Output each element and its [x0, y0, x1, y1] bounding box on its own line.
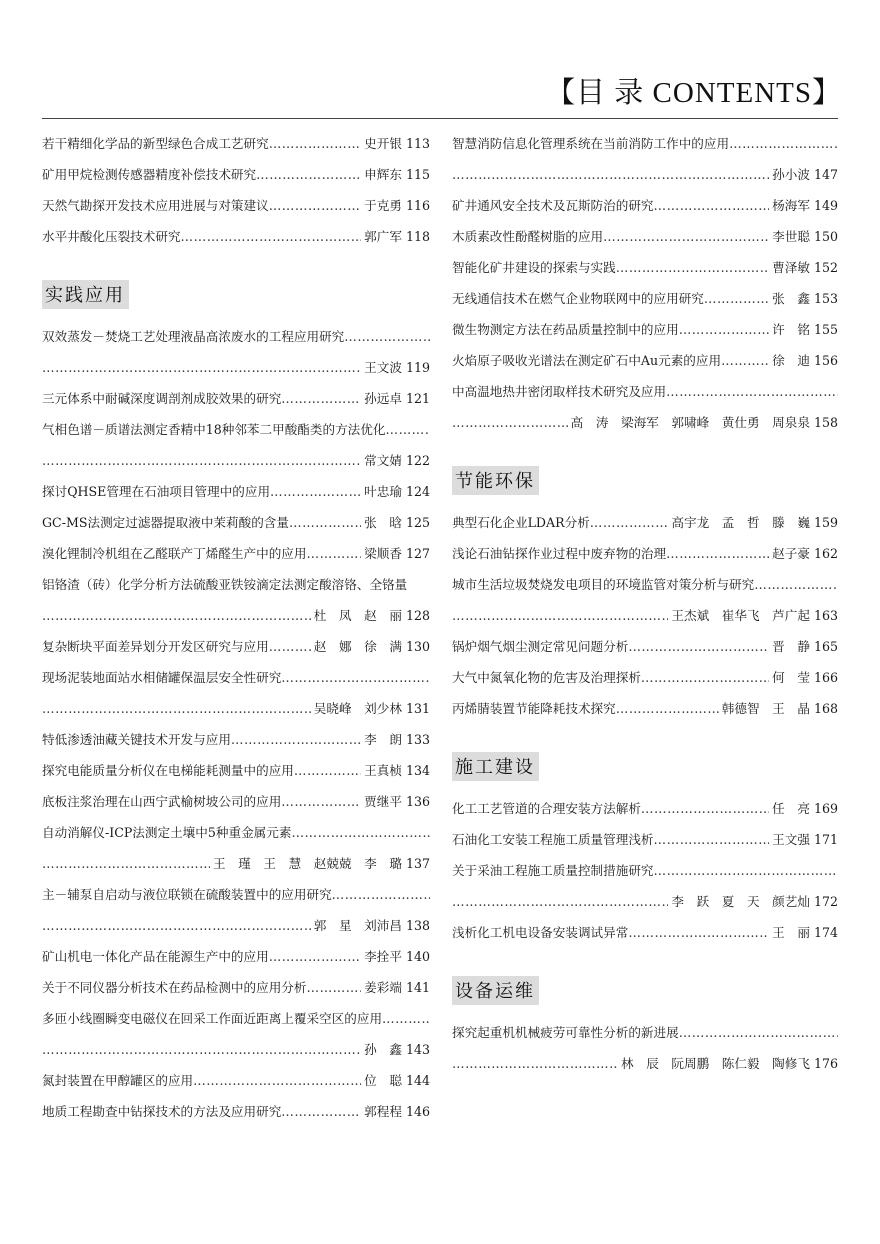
dot-leader [42, 848, 210, 879]
entry-authors: 高 涛 梁海军 郭啸峰 黄仕勇 周泉泉 [570, 415, 810, 430]
toc-entry [452, 376, 838, 407]
entry-page-number: 128 [405, 608, 430, 623]
entry-page-number: 113 [405, 136, 430, 151]
dot-leader [628, 631, 769, 662]
entry-title: 气相色谱－质谱法测定香精中18种邻苯二甲酸酯类的方法优化 [42, 422, 386, 437]
section-gap [452, 438, 838, 460]
entry-page-number: 149 [813, 198, 838, 213]
entry-authors: 杜 凤 赵 丽 [313, 608, 402, 623]
toc-entry [42, 352, 430, 383]
entry-page-number: 118 [405, 229, 430, 244]
entry-authors: 孙 鑫 [364, 1042, 402, 1057]
entry-authors: 常文婧 [364, 453, 402, 468]
toc-entry [42, 848, 430, 879]
section-gap [42, 252, 430, 274]
dot-leader [603, 221, 769, 252]
toc-entry [42, 1096, 430, 1127]
section-heading [452, 460, 838, 507]
entry-title: 木质素改性酚醛树脂的应用 [452, 229, 604, 244]
entry-page-number: 176 [813, 1056, 838, 1071]
entry-title: 现场泥装地面站水相储罐保温层安全性研究 [42, 670, 282, 685]
dot-leader [452, 1048, 618, 1079]
toc-entry [42, 538, 430, 569]
dot-leader [281, 1096, 361, 1127]
entry-page-number: 172 [813, 894, 838, 909]
entry-page-number: 146 [405, 1104, 430, 1119]
dot-leader [679, 1017, 838, 1048]
entry-authors: 孙远卓 [364, 391, 402, 406]
toc-entry [42, 910, 430, 941]
entry-page-number: 162 [813, 546, 838, 561]
entry-authors: 高宇龙 孟 哲 滕 巍 [671, 515, 810, 530]
dot-leader [628, 917, 769, 948]
entry-authors: 位 聪 [364, 1073, 402, 1088]
entry-title: 微生物测定方法在药品质量控制中的应用 [452, 322, 679, 337]
entry-authors: 郭程程 [364, 1104, 402, 1119]
entry-page-number: 171 [813, 832, 838, 847]
dot-leader [452, 159, 769, 190]
entry-page-number: 134 [405, 763, 430, 778]
entry-authors: 张 鑫 [772, 291, 810, 306]
toc-entry [452, 252, 838, 283]
entry-page-number: 141 [405, 980, 430, 995]
entry-title: 丙烯腈装置节能降耗技术探究 [452, 701, 616, 716]
entry-page-number: 137 [405, 856, 430, 871]
toc-line [42, 569, 430, 600]
toc-entry [452, 159, 838, 190]
toc-entry [452, 407, 838, 438]
toc-entry [42, 190, 430, 221]
entry-title: 三元体系中耐碱深度调剖剂成胶效果的研究 [42, 391, 282, 406]
dot-leader [42, 1034, 361, 1065]
entry-title: 大气中氮氧化物的危害及治理探析 [452, 670, 641, 685]
entry-authors: 郭 星 刘沛昌 [313, 918, 402, 933]
toc-entry [452, 538, 838, 569]
toc-entry [42, 159, 430, 190]
section-gap [452, 724, 838, 746]
entry-title: 矿山机电一体化产品在能源生产中的应用 [42, 949, 269, 964]
toc-entry [452, 221, 838, 252]
toc-entry [42, 1065, 430, 1096]
toc-entry [42, 755, 430, 786]
entry-page-number: 165 [813, 639, 838, 654]
entry-page-number: 138 [405, 918, 430, 933]
entry-title: 关于不同仪器分析技术在药品检测中的应用分析 [42, 980, 307, 995]
entry-title: 铝铬渣（砖）化学分析方法硫酸亚铁铵滴定法测定酸溶铬、全铬量 [42, 577, 408, 592]
dot-leader [181, 221, 362, 252]
entry-authors: 叶忠瑜 [364, 484, 402, 499]
entry-page-number: 152 [813, 260, 838, 275]
section-heading [42, 274, 430, 321]
entry-authors: 李拴平 [364, 949, 402, 964]
dot-leader [616, 252, 769, 283]
entry-title: 矿井通风安全技术及瓦斯防治的研究 [452, 198, 654, 213]
entry-title: 特低渗透油藏关键技术开发与应用 [42, 732, 231, 747]
entry-title: 化工工艺管道的合理安装方法解析 [452, 801, 641, 816]
entry-authors: 何 莹 [772, 670, 810, 685]
entry-page-number: 133 [405, 732, 430, 747]
entry-authors: 于克勇 [364, 198, 402, 213]
toc-entry [452, 886, 838, 917]
entry-title: 石油化工安装工程施工质量管理浅析 [452, 832, 654, 847]
dot-leader [654, 190, 770, 221]
entry-title: 溴化锂制冷机组在乙醛联产丁烯醛生产中的应用 [42, 546, 307, 561]
entry-authors: 任 亮 [772, 801, 810, 816]
entry-authors: 王文强 [772, 832, 810, 847]
toc-entry [452, 1017, 838, 1048]
entry-authors: 李世聪 [772, 229, 810, 244]
toc-entry [42, 693, 430, 724]
entry-title: 火焰原子吸收光谱法在测定矿石中Au元素的应用 [452, 353, 722, 368]
toc-entry [42, 662, 430, 693]
toc-entry [452, 283, 838, 314]
toc-entry [452, 190, 838, 221]
dot-leader [306, 538, 361, 569]
dot-leader [721, 345, 769, 376]
entry-title: 若干精细化学品的新型绿色合成工艺研究 [42, 136, 269, 151]
entry-title: 自动消解仪-ICP法测定土壤中5种重金属元素 [42, 825, 292, 840]
section-label: 节能环保 [452, 466, 539, 495]
entry-page-number: 116 [405, 198, 430, 213]
section-heading [452, 746, 838, 793]
entry-authors: 杨海军 [772, 198, 810, 213]
entry-authors: 梁顺香 [364, 546, 402, 561]
entry-title: 浅论石油钻探作业过程中废弃物的治理 [452, 546, 667, 561]
entry-authors: 姜彩端 [364, 980, 402, 995]
entry-page-number: 140 [405, 949, 430, 964]
entry-title: 多匝小线圈瞬变电磁仪在回采工作面近距离上覆采空区的应用 [42, 1011, 383, 1026]
toc-entry [452, 824, 838, 855]
toc-entry [42, 1034, 430, 1065]
toc-entry [452, 128, 838, 159]
toc-entry [452, 600, 838, 631]
entry-authors: 徐 迪 [772, 353, 810, 368]
dot-leader [590, 507, 669, 538]
entry-title: 主－辅泵自启动与液位联锁在硫酸装置中的应用研究 [42, 887, 332, 902]
toc-entry [42, 128, 430, 159]
section-gap [452, 948, 838, 970]
entry-page-number: 144 [405, 1073, 430, 1088]
entry-authors: 李 朗 [364, 732, 402, 747]
entry-authors: 郭广军 [364, 229, 402, 244]
toc-entry [42, 414, 430, 445]
dot-leader [269, 631, 311, 662]
entry-authors: 王文波 [364, 360, 402, 375]
toc-entry [42, 879, 430, 910]
entry-page-number: 166 [813, 670, 838, 685]
dot-leader [344, 321, 430, 352]
entry-page-number: 169 [813, 801, 838, 816]
entry-title: 复杂断块平面差异划分开发区研究与应用 [42, 639, 269, 654]
toc-entry [452, 507, 838, 538]
toc-entry [452, 314, 838, 345]
entry-page-number: 163 [813, 608, 838, 623]
toc-entry [42, 476, 430, 507]
dot-leader [269, 128, 361, 159]
dot-leader [641, 662, 769, 693]
dot-leader [332, 879, 430, 910]
toc-entry [42, 817, 430, 848]
dot-leader [42, 910, 311, 941]
toc-entry [452, 1048, 838, 1079]
entry-page-number: 130 [405, 639, 430, 654]
toc-entry [42, 724, 430, 755]
entry-page-number: 168 [813, 701, 838, 716]
section-label: 施工建设 [452, 752, 539, 781]
dot-leader [281, 383, 361, 414]
toc-entry [42, 507, 430, 538]
entry-title: 矿用甲烷检测传感器精度补偿技术研究 [42, 167, 257, 182]
dot-leader [616, 693, 719, 724]
entry-title: 底板注浆治理在山西宁武榆树坡公司的应用 [42, 794, 282, 809]
dot-leader [654, 824, 770, 855]
entry-authors: 韩德智 王 晶 [721, 701, 810, 716]
toc-entry [452, 631, 838, 662]
toc-entry [452, 793, 838, 824]
entry-page-number: 115 [405, 167, 430, 182]
toc-entry [452, 693, 838, 724]
entry-title: 智慧消防信息化管理系统在当前消防工作中的应用 [452, 136, 730, 151]
section-label: 设备运维 [452, 976, 539, 1005]
entry-page-number: 153 [813, 291, 838, 306]
dot-leader [270, 476, 361, 507]
toc-entry [42, 445, 430, 476]
toc-left-column [42, 128, 430, 1127]
entry-page-number: 125 [405, 515, 430, 530]
entry-page-number: 121 [405, 391, 430, 406]
entry-page-number: 124 [405, 484, 430, 499]
entry-page-number: 127 [405, 546, 430, 561]
entry-title: 中高温地热井密闭取样技术研究及应用 [452, 384, 667, 399]
dot-leader [385, 414, 430, 445]
entry-page-number: 174 [813, 925, 838, 940]
entry-title: 双效蒸发－焚烧工艺处理液晶高浓废水的工程应用研究 [42, 329, 345, 344]
entry-authors: 晋 静 [772, 639, 810, 654]
dot-leader [193, 1065, 361, 1096]
dot-leader [452, 600, 668, 631]
dot-leader [231, 724, 361, 755]
toc-entry [42, 221, 430, 252]
entry-page-number: 136 [405, 794, 430, 809]
section-heading [452, 970, 838, 1017]
entry-title: 地质工程勘查中钻探技术的方法及应用研究 [42, 1104, 282, 1119]
dot-leader [654, 855, 839, 886]
entry-authors: 史开银 [364, 136, 402, 151]
dot-leader [42, 445, 361, 476]
dot-leader [306, 972, 361, 1003]
dot-leader [281, 662, 430, 693]
dot-leader [452, 407, 568, 438]
entry-page-number: 131 [405, 701, 430, 716]
toc-entry [452, 569, 838, 600]
entry-authors: 王杰斌 崔华飞 芦广起 [671, 608, 810, 623]
dot-leader [289, 507, 361, 538]
toc-entry [42, 600, 430, 631]
entry-authors: 王真桢 [364, 763, 402, 778]
toc-right-column [452, 128, 838, 1079]
entry-page-number: 147 [813, 167, 838, 182]
dot-leader [452, 886, 668, 917]
contents-header-title: 【目 录 CONTENTS】 [546, 77, 842, 109]
entry-title: 关于采油工程施工质量控制措施研究 [452, 863, 654, 878]
entry-title: 城市生活垃圾焚烧发电项目的环境监管对策分析与研究 [452, 577, 755, 592]
dot-leader [294, 755, 361, 786]
toc-entry [42, 383, 430, 414]
toc-entry [452, 662, 838, 693]
entry-authors: 申辉东 [364, 167, 402, 182]
dot-leader [269, 190, 361, 221]
toc-entry [42, 941, 430, 972]
entry-authors: 王 丽 [772, 925, 810, 940]
entry-page-number: 119 [405, 360, 430, 375]
toc-entry [42, 972, 430, 1003]
entry-authors: 曹泽敏 [772, 260, 810, 275]
toc-entry [42, 631, 430, 662]
entry-authors: 吴晓峰 刘少林 [313, 701, 402, 716]
toc-entry [42, 1003, 430, 1034]
toc-entry [42, 321, 430, 352]
entry-title: GC-MS法测定过滤器提取液中茉莉酸的含量 [42, 515, 289, 530]
dot-leader [42, 352, 361, 383]
entry-title: 探究起重机机械疲劳可靠性分析的新进展 [452, 1025, 679, 1040]
dot-leader [729, 128, 838, 159]
dot-leader [256, 159, 361, 190]
entry-title: 典型石化企业LDAR分析 [452, 515, 590, 530]
entry-title: 智能化矿井建设的探索与实践 [452, 260, 616, 275]
entry-authors: 孙小波 [772, 167, 810, 182]
entry-authors: 贾继平 [364, 794, 402, 809]
entry-page-number: 158 [813, 415, 838, 430]
entry-title: 氮封装置在甲醇罐区的应用 [42, 1073, 194, 1088]
entry-title: 探究电能质量分析仪在电梯能耗测量中的应用 [42, 763, 294, 778]
dot-leader [754, 569, 838, 600]
entry-authors: 张 晗 [364, 515, 402, 530]
entry-page-number: 156 [813, 353, 838, 368]
entry-title: 浅析化工机电设备安装调试异常 [452, 925, 629, 940]
entry-authors: 赵子豪 [772, 546, 810, 561]
entry-authors: 李 跃 夏 天 颜艺灿 [671, 894, 810, 909]
entry-page-number: 155 [813, 322, 838, 337]
entry-page-number: 143 [405, 1042, 430, 1057]
dot-leader [269, 941, 361, 972]
dot-leader [42, 600, 311, 631]
entry-title: 锅炉烟气烟尘测定常见问题分析 [452, 639, 629, 654]
entry-authors: 赵 娜 徐 满 [313, 639, 402, 654]
toc-entry [452, 917, 838, 948]
toc-entry [452, 345, 838, 376]
entry-page-number: 159 [813, 515, 838, 530]
section-label: 实践应用 [42, 280, 129, 309]
header-divider [42, 118, 838, 119]
entry-page-number: 150 [813, 229, 838, 244]
dot-leader [42, 693, 311, 724]
entry-title: 探讨QHSE管理在石油项目管理中的应用 [42, 484, 271, 499]
entry-authors: 王 瑾 王 慧 赵兢兢 李 璐 [213, 856, 402, 871]
dot-leader [291, 817, 430, 848]
dot-leader [704, 283, 769, 314]
toc-entry [42, 786, 430, 817]
dot-leader [641, 793, 769, 824]
entry-title: 水平井酸化压裂技术研究 [42, 229, 181, 244]
entry-title: 无线通信技术在燃气企业物联网中的应用研究 [452, 291, 704, 306]
dot-leader [666, 376, 838, 407]
toc-entry [452, 855, 838, 886]
entry-authors: 林 辰 阮周鹏 陈仁毅 陶修飞 [621, 1056, 810, 1071]
dot-leader [382, 1003, 430, 1034]
dot-leader [679, 314, 769, 345]
entry-page-number: 122 [405, 453, 430, 468]
dot-leader [666, 538, 769, 569]
dot-leader [281, 786, 361, 817]
entry-authors: 许 铭 [772, 322, 810, 337]
entry-title: 天然气勘探开发技术应用进展与对策建议 [42, 198, 269, 213]
